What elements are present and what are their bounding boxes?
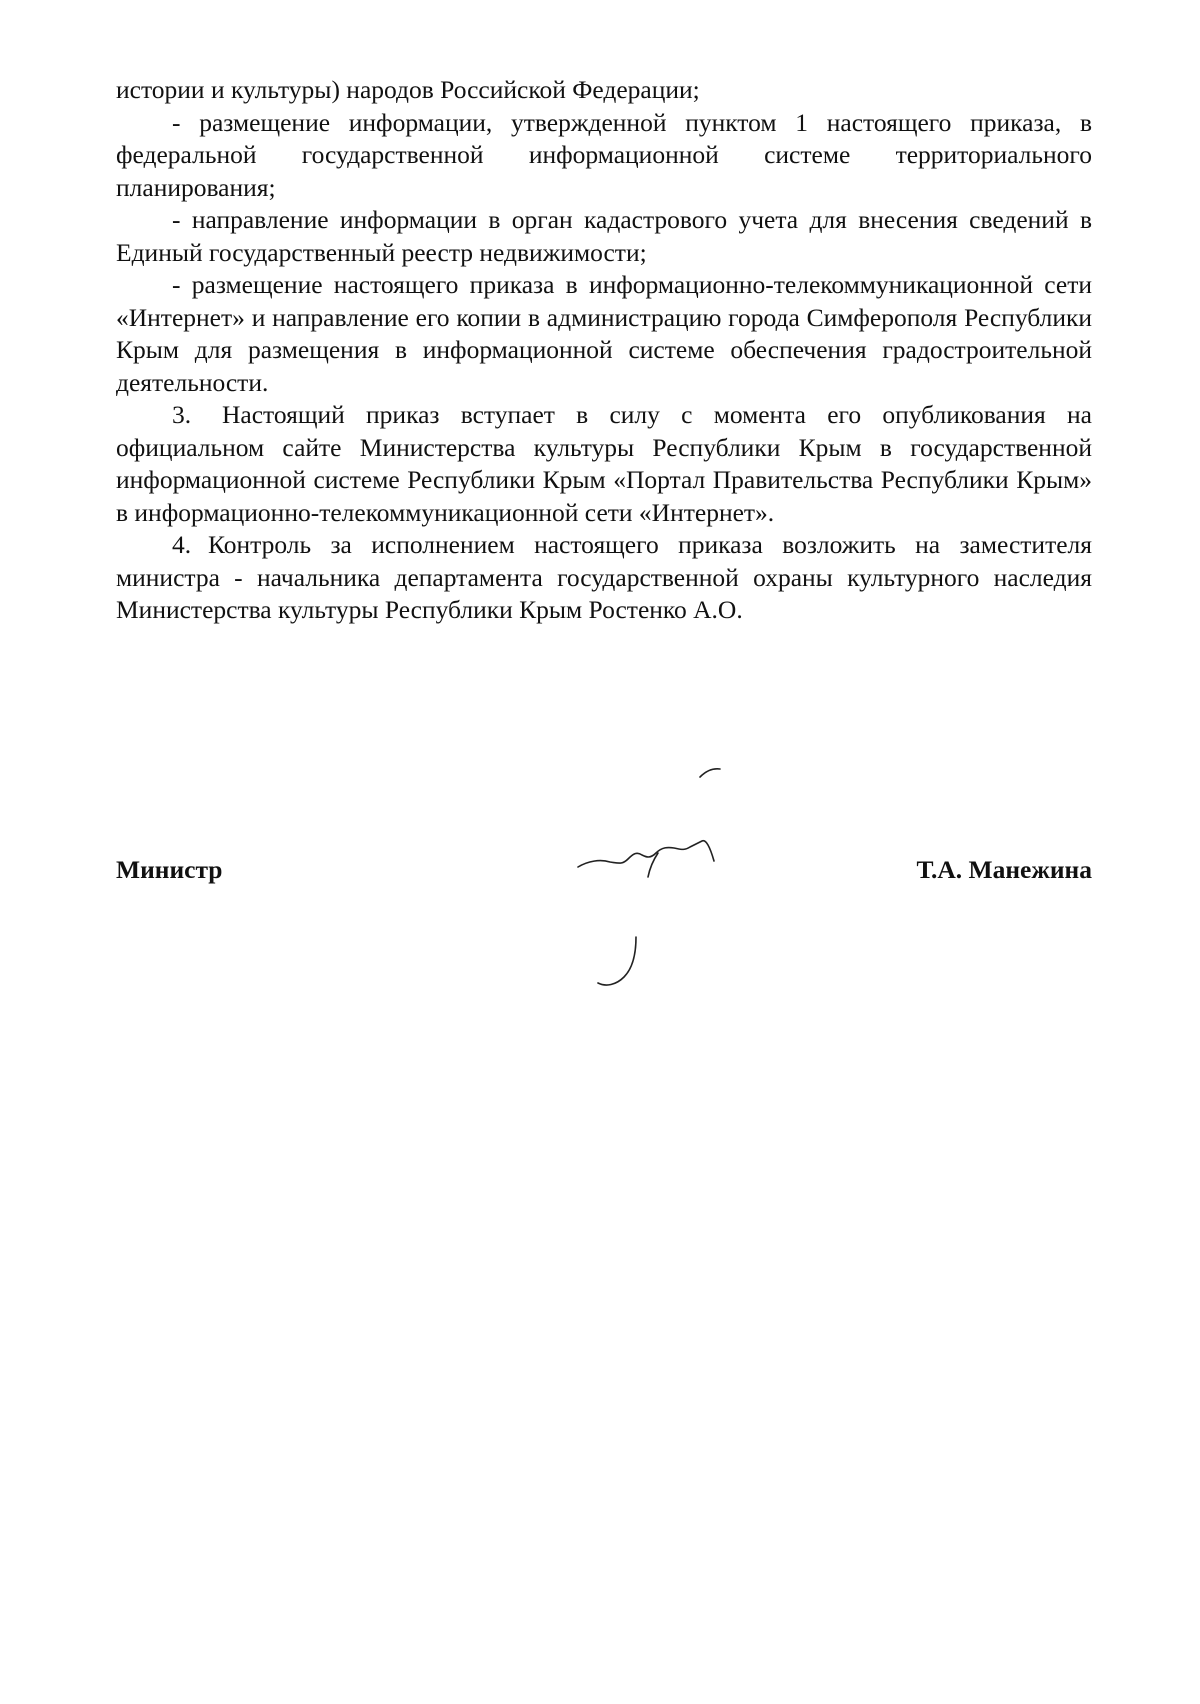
signer-role: Министр: [116, 855, 223, 884]
numbered-paragraph: [116, 529, 1092, 627]
signature-stroke-bottom: [598, 937, 636, 985]
signature-stroke-top: [700, 769, 720, 777]
bullet-paragraph: - размещение информации, утвержденной пунктом 1 настоящего приказа, в федеральной государственной информационной системе территориального планирования;: [116, 107, 1092, 202]
paragraph-text: Настоящий приказ вступает в силу с момента его опубликования на официальном сайте Министерства культуры Республики Крым в государственной информационной системе Республики Крым «Портал Правительства Республики Крым» в информационно-телекоммуникационной сети «Интернет».: [116, 400, 1092, 527]
numbered-paragraph: [116, 399, 1092, 529]
document-body: [116, 74, 1092, 627]
paragraph-continuation: истории и культуры) народов Российской Федерации;: [116, 75, 700, 104]
paragraph-text: Контроль за исполнением настоящего приказа возложить на заместителя министра - начальника департамента государственной охраны культурного наследия Министерства культуры Республики Крым Ростенко А.О.: [116, 530, 1092, 624]
handwritten-signature: [570, 755, 750, 1005]
signer-name: Т.А. Манежина: [916, 855, 1092, 884]
bullet-paragraph: - направление информации в орган кадастрового учета для внесения сведений в Единый государственный реестр недвижимости;: [116, 205, 1092, 267]
paragraph-number: 3.: [172, 400, 192, 429]
bullet-paragraph: - размещение настоящего приказа в информационно-телекоммуникационной сети «Интернет» и направление его копии в администрацию города Симферополя Республики Крым для размещения в информационной системе обеспечения градостроительной деятельности.: [116, 270, 1092, 397]
signature-stroke-main: [578, 841, 714, 867]
paragraph-number: 4.: [172, 530, 192, 559]
